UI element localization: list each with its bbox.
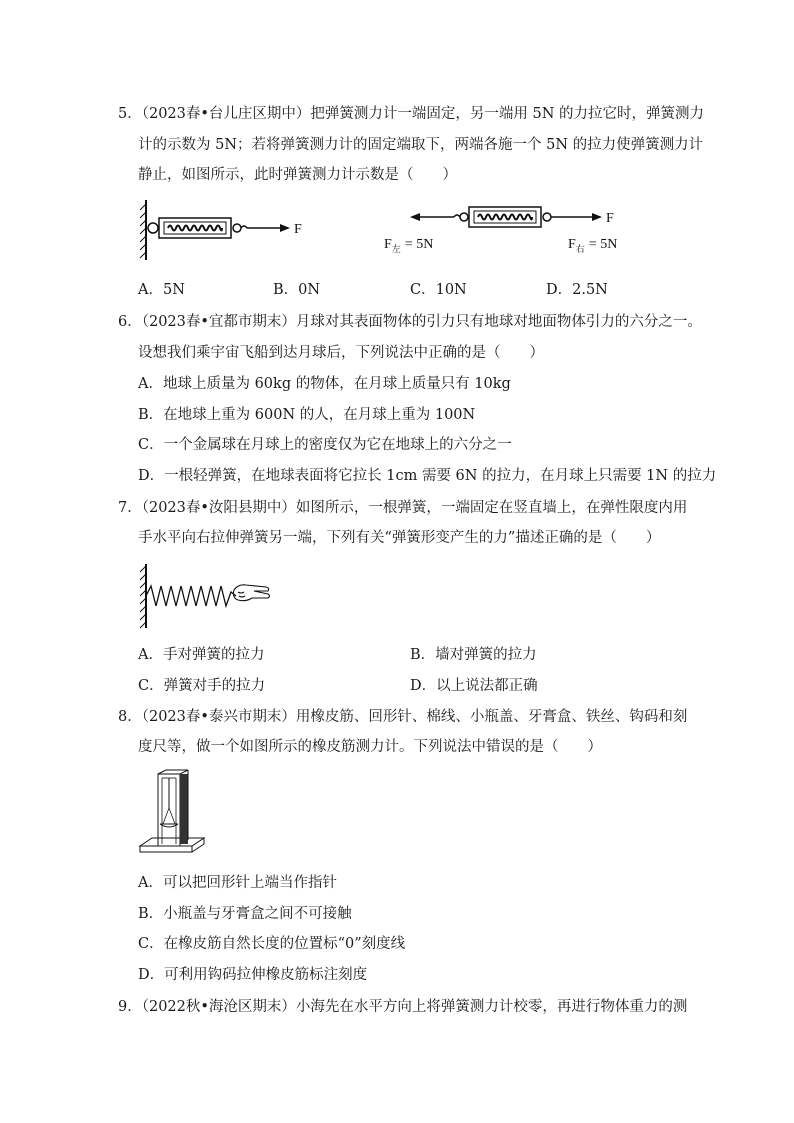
q8-option-a[interactable]: A．可以把回形针上端当作指针 (138, 875, 337, 891)
q5-left-spring-scale (140, 200, 302, 260)
q8-line-1: 8．（2023春•泰兴市期末）用橡皮筋、回形针、棉线、小瓶盖、牙膏盒、铁丝、钩码和刻 (118, 709, 688, 725)
q8-option-b[interactable]: B．小瓶盖与牙膏盒之间不可接触 (138, 906, 352, 922)
q8-option-c[interactable]: C．在橡皮筋自然长度的位置标“0”刻度线 (138, 936, 406, 952)
q6-line-2: 设想我们乘宇宙飞船到达月球后，下列说法中正确的是（ ） (138, 345, 544, 361)
q7-figure (138, 562, 278, 634)
q9-line-1: 9．（2022秋•海沧区期末）小海先在水平方向上将弹簧测力计校零，再进行物体重力的测 (118, 999, 688, 1015)
q6-option-b[interactable]: B．在地球上重为 600N 的人，在月球上重为 100N (138, 407, 476, 423)
q5-line-2: 计的示数为 5N；若将弹簧测力计的固定端取下，两端各施一个 5N 的拉力使弹簧测力计 (138, 137, 704, 153)
q5-option-d[interactable]: D．2.5N (546, 282, 608, 298)
q5-left-force-label: F (294, 222, 302, 237)
q5-figure (0, 196, 794, 296)
q5-right-eq-label: $F_右 = 5N$ (568, 237, 618, 254)
q5-right-force-label: F (606, 211, 614, 226)
q5-line-1: 5．（2023春•台儿庄区期中）把弹簧测力计一端固定，另一端用 5N 的力拉它时，弹簧测力 (118, 106, 705, 122)
q8-figure (138, 768, 208, 863)
q8-option-d[interactable]: D．可利用钩码拉伸橡皮筋标注刻度 (138, 967, 368, 983)
q7-line-2: 手水平向右拉伸弹簧另一端，下列有关“弹簧形变产生的力”描述正确的是（ ） (138, 530, 661, 546)
q5-line-3: 静止，如图所示，此时弹簧测力计示数是（ ） (138, 167, 457, 183)
q7-option-a[interactable]: A．手对弹簧的拉力 (138, 647, 265, 663)
q7-line-1: 7．（2023春•汝阳县期中）如图所示，一根弹簧，一端固定在竖直墙上，在弹性限度内用 (118, 500, 688, 516)
q6-option-c[interactable]: C．一个金属球在月球上的密度仅为它在地球上的六分之一 (138, 437, 512, 453)
q5-option-a[interactable]: A．5N (138, 282, 185, 298)
q5-option-b[interactable]: B．0N (273, 282, 321, 298)
q6-line-1: 6．（2023春•宜都市期末）月球对其表面物体的引力只有地球对地面物体引力的六分之一。 (118, 314, 702, 330)
spring-icon (146, 586, 236, 606)
q5-option-c[interactable]: C．10N (410, 282, 467, 298)
q5-left-eq-label: $F_左 = 5N$ (384, 237, 434, 254)
q6-option-a[interactable]: A．地球上质量为 60kg 的物体，在月球上质量只有 10kg (138, 376, 511, 392)
q7-option-d[interactable]: D．以上说法都正确 (410, 678, 538, 694)
q7-option-c[interactable]: C．弹簧对手的拉力 (138, 678, 266, 694)
q5-right-spring-scale (384, 207, 617, 254)
q7-option-b[interactable]: B．墙对弹簧的拉力 (410, 647, 537, 663)
q6-option-d[interactable]: D．一根轻弹簧，在地球表面将它拉长 1cm 需要 6N 的拉力，在月球上只需要 1N 的拉力 (138, 468, 717, 484)
q8-line-2: 度尺等，做一个如图所示的橡皮筋测力计。下列说法中错误的是（ ） (138, 739, 602, 755)
hand-icon (234, 585, 270, 601)
